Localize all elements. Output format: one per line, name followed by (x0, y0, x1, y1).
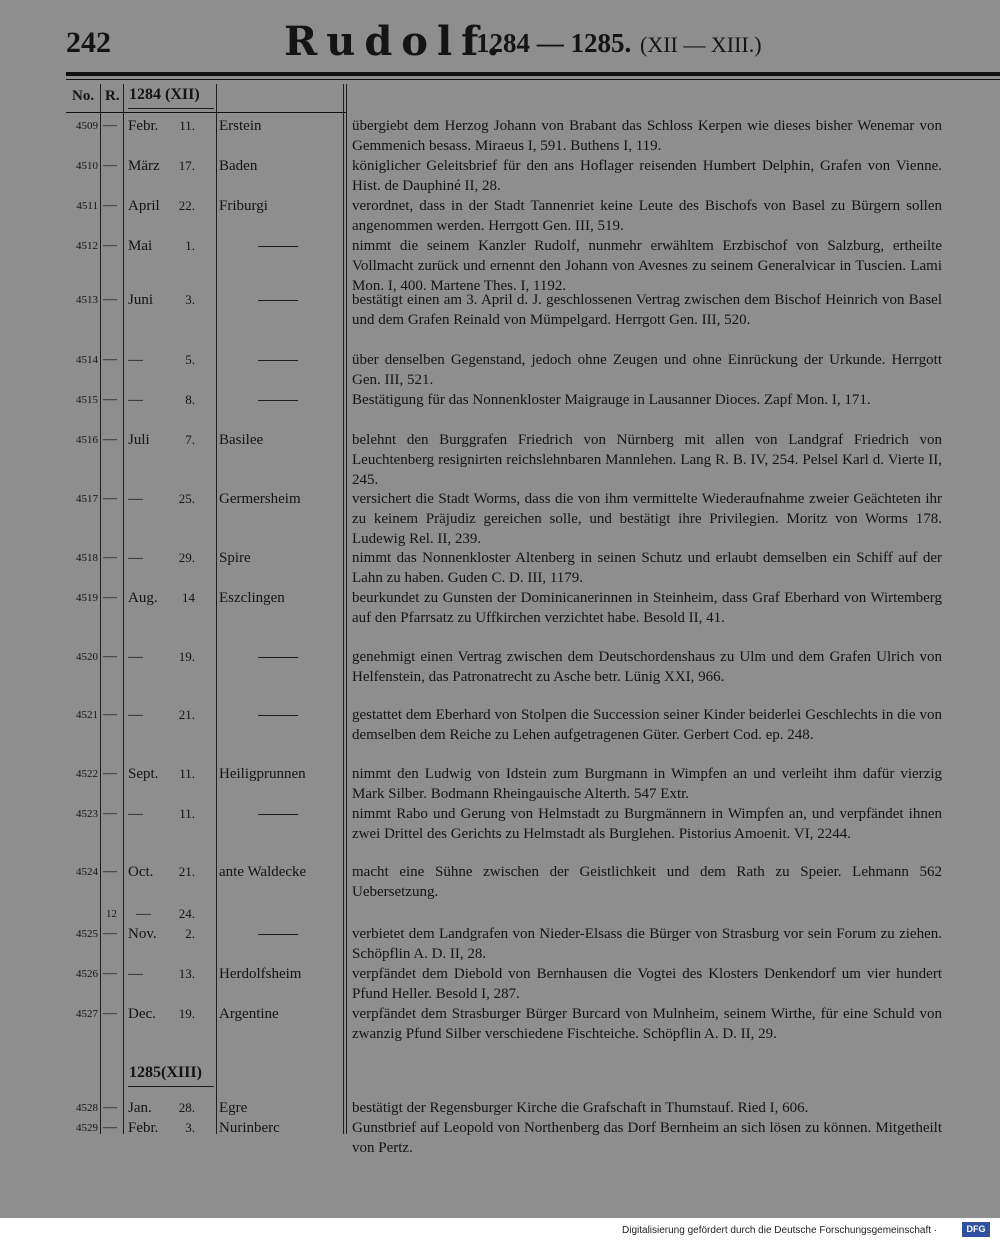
entry-r: — (103, 590, 117, 605)
entry-row (0, 116, 1000, 154)
entry-month: Aug. (128, 590, 158, 606)
entry-place: Germersheim (219, 491, 301, 507)
entry-day: 2. (185, 926, 195, 941)
entry-text: verordnet, dass in der Stadt Tannenriet keine Leute des Bischofs von Basel zu Bürgern sollen angenommen werden. Herrgott Gen. III, 519. (352, 198, 942, 234)
entry-r: — (103, 432, 117, 447)
entry-month: — (128, 649, 143, 665)
entry-day: 14 (182, 590, 195, 605)
entry-number: 4528 (76, 1102, 98, 1114)
entry-r: — (103, 352, 117, 367)
entry-place: Nurinberc (219, 1120, 280, 1136)
entry-number: 4511 (76, 200, 98, 212)
entry-day: 22. (178, 198, 195, 213)
column-no: No. (72, 88, 95, 104)
entry-day: 5. (185, 352, 195, 367)
entry-text: verpfändet dem Strasburger Bürger Burcard von Mulnheim, seinem Wirthe, für eine Schuld von zwanzig Pfund Silber verschiedene Fischteiche. Schöpflin A. D. II, 29. (352, 1006, 942, 1042)
entry-day: 11. (179, 766, 195, 781)
entry-row (0, 156, 1000, 194)
entry-r: — (103, 491, 117, 506)
entry-row (0, 489, 1000, 547)
running-head-years: 1284 — 1285. (476, 28, 632, 58)
entry-number: 4519 (76, 592, 98, 604)
entry-day: 25. (178, 491, 195, 506)
entry-text: übergiebt dem Herzog Johann von Brabant das Schloss Kerpen wie dieses bisher Wenemar von Gemmenich besass. Miraeus I, 591. Buthens I, 119. (352, 118, 942, 154)
entry-r: — (103, 707, 117, 722)
entry-place: Herdolfsheim (219, 966, 302, 982)
entry-row (0, 1118, 1000, 1156)
entry-text: Gunstbrief auf Leopold von Northenberg das Dorf Bernheim an sich lösen zu können. Mitgetheilt von Pertz. (352, 1120, 942, 1156)
entry-month: März (128, 158, 160, 174)
entry-row (0, 1098, 1000, 1116)
entry-day: 3. (185, 1120, 195, 1135)
entry-text: über denselben Gegenstand, jedoch ohne Zeugen und ohne Einrückung der Urkunde. Herrgott Gen. III, 521. (352, 352, 942, 388)
entry-place: Heiligprunnen (219, 766, 306, 782)
entry-number: 4514 (76, 354, 98, 366)
entry-r: — (103, 1120, 117, 1135)
entry-r: — (103, 926, 117, 941)
entry-r: 12 (106, 908, 117, 920)
place-dash (258, 400, 298, 401)
place-dash (258, 300, 298, 301)
header-rule-thick (66, 72, 1000, 76)
entry-place: Erstein (219, 118, 262, 134)
entry-row (0, 804, 1000, 842)
entry-r: — (103, 238, 117, 253)
header-rule-thin (66, 79, 1000, 80)
entry-r: — (103, 1100, 117, 1115)
entry-text: Bestätigung für das Nonnenkloster Maigrauge in Lausanner Dioces. Zapf Mon. I, 171. (352, 392, 871, 408)
entry-number: 4515 (76, 394, 98, 406)
entry-number: 4513 (76, 294, 98, 306)
entry-number: 4523 (76, 808, 98, 820)
entry-place: Basilee (219, 432, 264, 448)
entry-day: 19. (178, 1006, 195, 1021)
entry-month: Jan. (128, 1100, 152, 1116)
entry-text: nimmt Rabo und Gerung von Helmstadt zu Burgmännern in Wimpfen an, und verpfändet ihnen zwei Drittel des Gerichts zu Helmstadt als Burglehen. Pistorius Amoenit. VI, 2244. (352, 806, 942, 842)
entry-text: beurkundet zu Gunsten der Dominicanerinnen in Steinheim, dass Graf Eberhard von Wirtemberg auf den Pfarrsatz zu Uffkirchen verzichtet habe. Besold II, 41. (352, 590, 942, 626)
entry-number: 4524 (76, 866, 98, 878)
place-dash (258, 360, 298, 361)
entry-row (0, 350, 1000, 388)
entry-number: 4520 (76, 651, 98, 663)
entry-day: 3. (185, 292, 195, 307)
entry-r: — (103, 766, 117, 781)
year-underline-2 (128, 1086, 214, 1087)
entry-place: Baden (219, 158, 258, 174)
entry-place: Friburgi (219, 198, 268, 214)
entry-number: 4512 (76, 240, 98, 252)
entry-text: macht eine Sühne zwischen der Geistlichkeit und dem Rath zu Speier. Lehmann 562 Uebersetzung. (352, 864, 942, 900)
entry-month: — (128, 966, 143, 982)
entry-row (0, 924, 1000, 962)
entry-month: Sept. (128, 766, 159, 782)
entry-month: — (136, 906, 151, 922)
entry-r: — (103, 118, 117, 133)
entry-month: Juli (128, 432, 150, 448)
entry-row (0, 647, 1000, 685)
entry-place: Egre (219, 1100, 248, 1116)
entry-text: genehmigt einen Vertrag zwischen dem Deutschordenshaus zu Ulm und dem Grafen Ulrich von Helfenstein, das Patronatrecht zu Asche betr. Lünig XXI, 966. (352, 649, 942, 685)
entry-text: nimmt das Nonnenkloster Altenberg in seinen Schutz und erlaubt demselben ein Schiff auf der Lahn zu haben. Guden C. D. III, 1179. (352, 550, 942, 586)
entry-place: Spire (219, 550, 251, 566)
place-dash (258, 657, 298, 658)
entry-place: Argentine (219, 1006, 279, 1022)
page-number: 242 (66, 26, 111, 59)
entry-row (0, 862, 1000, 900)
entry-text: verpfändet dem Diebold von Bernhausen die Vogtei des Klosters Denkendorf um vier hundert Pfund Heller. Besold I, 287. (352, 966, 942, 1002)
entry-text: gestattet dem Eberhard von Stolpen die Succession seiner Kinder beiderlei Geschlechts in die von demselben dem Reiche zu Lehen aufgetragenen Güter. Gerbert Cod. ep. 248. (352, 707, 942, 743)
entry-row (0, 588, 1000, 626)
running-head-range: (XII — XIII.) (640, 32, 762, 57)
entry-row (0, 430, 1000, 488)
entry-month: — (128, 707, 143, 723)
entry-r: — (103, 806, 117, 821)
year-heading-1285: 1285(XIII) (129, 1064, 202, 1081)
entry-r: — (103, 966, 117, 981)
entry-r: — (103, 198, 117, 213)
entry-number: 4525 (76, 928, 98, 940)
entry-row (0, 236, 1000, 294)
year-heading-1284: 1284 (XII) (129, 86, 200, 103)
entry-number: 4521 (76, 709, 98, 721)
entry-text: bestätigt der Regensburger Kirche die Grafschaft in Thumstauf. Ried I, 606. (352, 1100, 809, 1116)
entry-r: — (103, 392, 117, 407)
entry-text: versichert die Stadt Worms, dass die von ihm vermittelte Wiederaufnahme zweier Geächteten ihr zu keinem Präjudiz gereichen solle, und bestätigt ihre Privilegien. Moritz von Worms 178. Ludewig Rel. II, 239. (352, 491, 942, 547)
column-r: R. (105, 88, 120, 104)
entry-day: 28. (178, 1100, 195, 1115)
entry-r: — (103, 864, 117, 879)
entry-text: nimmt den Ludwig von Idstein zum Burgmann in Wimpfen an und verleiht ihm dafür vierzig Mark Silber. Bodmann Rheingauische Alterth. 547 Extr. (352, 766, 942, 802)
entry-number: 4516 (76, 434, 98, 446)
entry-row (0, 1004, 1000, 1042)
entry-number: 4518 (76, 552, 98, 564)
entry-row (0, 290, 1000, 328)
place-dash (258, 715, 298, 716)
entry-row (0, 964, 1000, 1002)
entry-day: 21. (178, 707, 195, 722)
entry-day: 19. (178, 649, 195, 664)
entry-month: Nov. (128, 926, 157, 942)
entry-month: Mai (128, 238, 153, 254)
entry-month: Febr. (128, 1120, 159, 1136)
entry-month: Juni (128, 292, 154, 308)
entry-text: bestätigt einen am 3. April d. J. geschlossenen Vertrag zwischen dem Bischof Heinrich von Basel und dem Grafen Reinald von Mümpelgard. Herrgott Gen. III, 520. (352, 292, 942, 328)
year-underline (128, 108, 214, 109)
entry-day: 11. (179, 806, 195, 821)
column-head-rule (66, 112, 346, 113)
entry-row (0, 705, 1000, 743)
entry-month: — (128, 550, 143, 566)
entry-month: Oct. (128, 864, 154, 880)
entry-r: — (103, 292, 117, 307)
entry-day: 29. (178, 550, 195, 565)
entry-row (0, 548, 1000, 586)
entry-month: — (128, 392, 143, 408)
entry-month: Dec. (128, 1006, 156, 1022)
entry-number: 4510 (76, 160, 98, 172)
entry-month: — (128, 352, 143, 368)
entry-day: 11. (179, 118, 195, 133)
entry-month: — (128, 491, 143, 507)
place-dash (258, 814, 298, 815)
entry-number: 4529 (76, 1122, 98, 1134)
entry-text: königlicher Geleitsbrief für den ans Hoflager reisenden Humbert Delphin, Grafen von Vienne. Hist. de Dauphiné II, 28. (352, 158, 942, 194)
entry-r: — (103, 1006, 117, 1021)
entry-number: 4509 (76, 120, 98, 132)
entry-r: — (103, 158, 117, 173)
entry-number: 4526 (76, 968, 98, 980)
entry-month: Febr. (128, 118, 159, 134)
entry-day: 21. (178, 864, 195, 879)
entry-number: 4527 (76, 1008, 98, 1020)
entry-month: April (128, 198, 160, 214)
entry-row (0, 390, 1000, 408)
entry-day: 13. (178, 966, 195, 981)
entry-text: verbietet dem Landgrafen von Nieder-Elsass die Bürger von Strasburg vor sein Forum zu ziehen. Schöpflin A. D. II, 28. (352, 926, 942, 962)
entry-text: nimmt die seinem Kanzler Rudolf, nunmehr erwähltem Erzbischof von Salzburg, ertheilte Vollmacht zurück und ernennt den Johann von Avesnes zu seinem Generalvicar in Tuscien. Lami Mon. I, 400. Martene Thes. I, 1192. (352, 238, 942, 294)
entry-number: 4517 (76, 493, 98, 505)
entry-month: — (128, 806, 143, 822)
entry-day: 24. (178, 906, 195, 921)
entry-number: 4522 (76, 768, 98, 780)
running-head-name: Rudolf. (284, 18, 509, 65)
entry-row (0, 764, 1000, 802)
footer-credit: Digitalisierung gefördert durch die Deutsche Forschungsgemeinschaft · (622, 1225, 938, 1236)
entry-day: 8. (185, 392, 195, 407)
entry-place: ante Waldecke (219, 864, 307, 880)
entry-text: belehnt den Burggrafen Friedrich von Nürnberg mit allen von Landgraf Friedrich von Leuchtenberg resignirten reichslehnbaren Mannlehen. Lang R. B. IV, 254. Pelsel Karl d. Vierte II, 245. (352, 432, 942, 488)
entry-place: Eszclingen (219, 590, 285, 606)
entry-day: 17. (178, 158, 195, 173)
place-dash (258, 934, 298, 935)
place-dash (258, 246, 298, 247)
extra-row (0, 904, 1000, 922)
entry-day: 7. (185, 432, 195, 447)
entry-day: 1. (185, 238, 195, 253)
entry-r: — (103, 550, 117, 565)
entry-row (0, 196, 1000, 234)
dfg-logo: DFG (962, 1222, 990, 1237)
entry-r: — (103, 649, 117, 664)
